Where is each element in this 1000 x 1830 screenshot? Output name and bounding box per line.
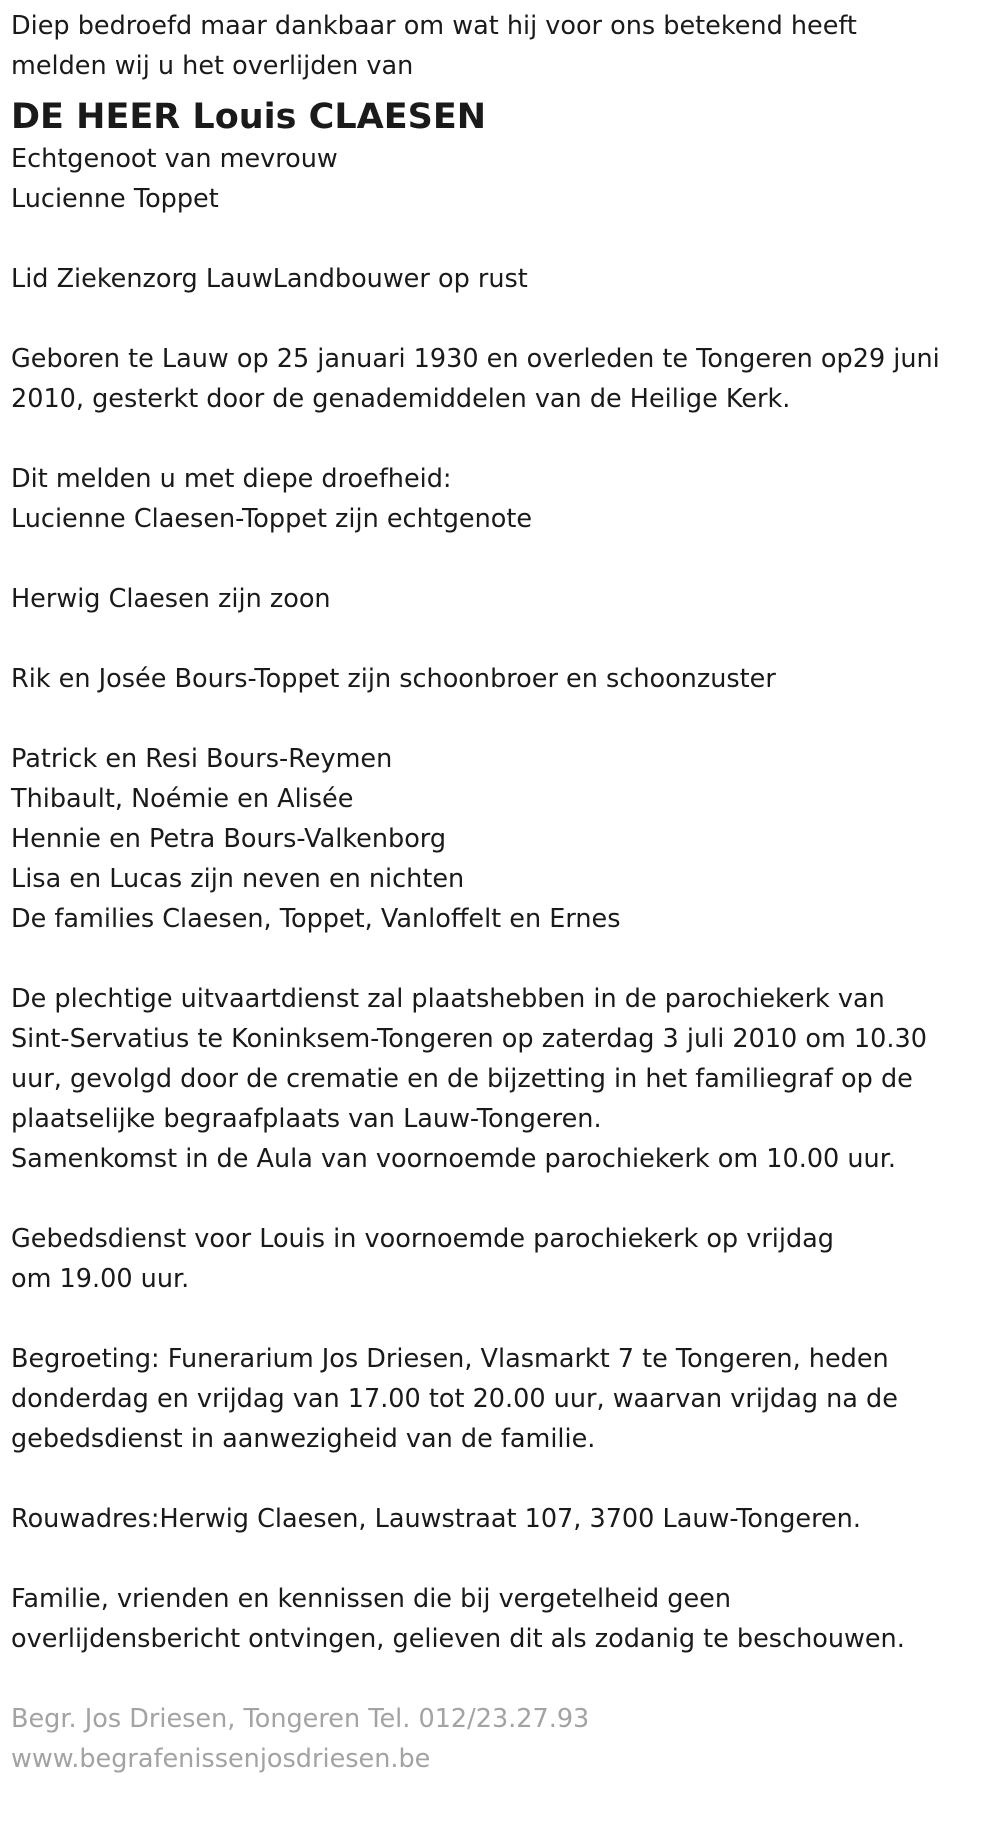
funeral-line: uur, gevolgd door de crematie en de bijzetting in het familiegraf op de [11, 1064, 913, 1094]
intro-line: melden wij u het overlijden van [11, 51, 414, 81]
spouse-line: Echtgenoot van mevrouw [11, 144, 338, 174]
relatives-line: Hennie en Petra Bours-Valkenborg [11, 824, 447, 854]
notice-line: overlijdensbericht ontvingen, gelieven dit als zodanig te beschouwen. [11, 1624, 905, 1654]
intro-line: Diep bedroefd maar dankbaar om wat hij voor ons betekend heeft [11, 11, 857, 41]
funeral-home-footer [11, 1699, 991, 1779]
spacer [11, 1539, 991, 1579]
funeral-line: Samenkomst in de Aula van voornoemde parochiekerk om 10.00 uur. [11, 1144, 896, 1174]
son-line: Herwig Claesen zijn zoon [11, 584, 331, 614]
funeral-line: plaatselijke begraafplaats van Lauw-Tongeren. [11, 1104, 602, 1134]
spacer [11, 1659, 991, 1699]
funeral-line: Sint-Servatius te Koninksem-Tongeren op zaterdag 3 juli 2010 om 10.30 [11, 1024, 927, 1054]
relatives-line: De families Claesen, Toppet, Vanloffelt en Ernes [11, 904, 621, 934]
spacer [11, 699, 991, 739]
spacer [11, 1299, 991, 1339]
prayer-service-line: om 19.00 uur. [11, 1264, 190, 1294]
relatives-line: Patrick en Resi Bours-Reymen [11, 744, 393, 774]
funeral-line: De plechtige uitvaartdienst zal plaatshebben in de parochiekerk van [11, 984, 885, 1014]
announcers-line: Dit melden u met diepe droefheid: [11, 464, 452, 494]
funeral-home-website[interactable]: www.begrafenissenjosdriesen.be [11, 1744, 431, 1774]
deceased-name: DE HEER Louis CLAESEN [11, 97, 487, 137]
obituary-notice [11, 6, 991, 1779]
spacer [11, 419, 991, 459]
prayer-service-line: Gebedsdienst voor Louis in voornoemde parochiekerk op vrijdag [11, 1224, 834, 1254]
relatives-line: Thibault, Noémie en Alisée [11, 784, 354, 814]
visitation-line: gebedsdienst in aanwezigheid van de familie. [11, 1424, 596, 1454]
membership-line: Lid Ziekenzorg LauwLandbouwer op rust [11, 264, 528, 294]
spacer [11, 299, 991, 339]
visitation-line: Begroeting: Funerarium Jos Driesen, Vlasmarkt 7 te Tongeren, heden [11, 1344, 889, 1374]
announcers-line: Lucienne Claesen-Toppet zijn echtgenote [11, 504, 533, 534]
spacer [11, 219, 991, 259]
spacer [11, 1459, 991, 1499]
in-laws-line: Rik en Josée Bours-Toppet zijn schoonbroer en schoonzuster [11, 664, 776, 694]
relatives-line: Lisa en Lucas zijn neven en nichten [11, 864, 465, 894]
address-line: Rouwadres:Herwig Claesen, Lauwstraat 107, 3700 Lauw-Tongeren. [11, 1504, 861, 1534]
spacer [11, 619, 991, 659]
birth-death-line: Geboren te Lauw op 25 januari 1930 en overleden te Tongeren op29 juni [11, 344, 940, 374]
spouse-line: Lucienne Toppet [11, 184, 219, 214]
visitation-line: donderdag en vrijdag van 17.00 tot 20.00 uur, waarvan vrijdag na de [11, 1384, 898, 1414]
spacer [11, 939, 991, 979]
notice-line: Familie, vrienden en kennissen die bij vergetelheid geen [11, 1584, 731, 1614]
spacer [11, 1179, 991, 1219]
funeral-home-contact: Begr. Jos Driesen, Tongeren Tel. 012/23.27.93 [11, 1704, 590, 1734]
spacer [11, 539, 991, 579]
birth-death-line: 2010, gesterkt door de genademiddelen van de Heilige Kerk. [11, 384, 791, 414]
